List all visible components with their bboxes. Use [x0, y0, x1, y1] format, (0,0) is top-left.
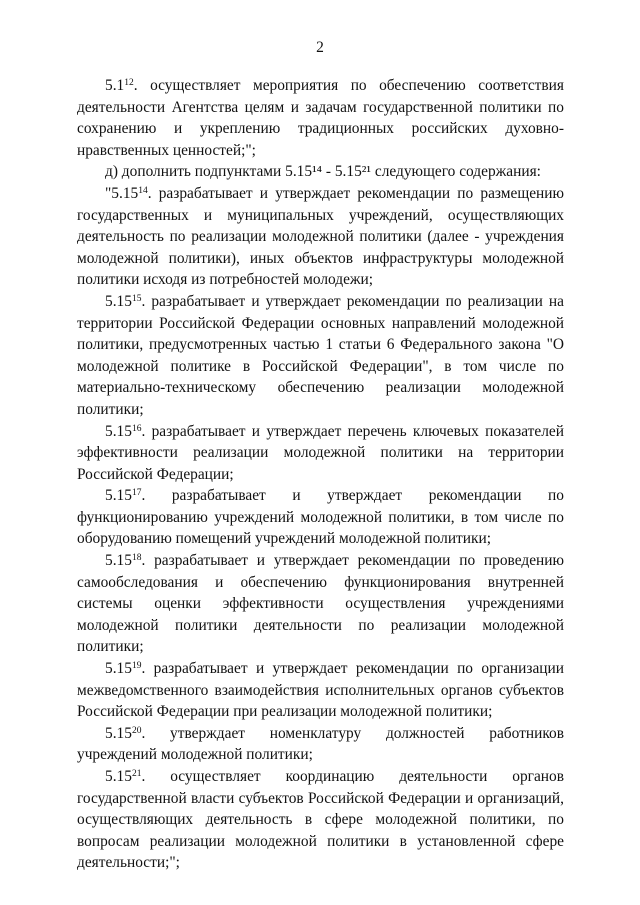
- document-body: [77, 75, 564, 874]
- paragraph-5-15-20: 5.15$^{20}$. утверждает номенклатуру должностей работников учреждений молодежной политики;: [77, 724, 564, 764]
- paragraph-5-15-21: 5.15$^{21}$. осуществляет координацию деятельности органов государственной власти субъектов Российской Федерации и организаций, осуществляющих деятельность в сфере молодежной политики, по вопросам реализации молодежной политики в установленной сфере деятельности;";: [77, 768, 564, 872]
- paragraph-5-15-17: 5.15$^{17}$. разрабатывает и утверждает рекомендации по функционированию учреждений молодежной политики, в том числе по оборудованию помещений учреждений молодежной политики;: [77, 487, 564, 548]
- paragraph-d-addition: [77, 161, 564, 183]
- paragraph-5-15-16: 5.15$^{16}$. разрабатывает и утверждает перечень ключевых показателей эффективности реализации молодежной политики на территории Российской Федерации;: [77, 422, 564, 483]
- paragraph-d-text: д) дополнить подпунктами 5.15¹⁴ - 5.15²¹ следующего содержания:: [105, 163, 541, 181]
- page-number: 2: [316, 39, 324, 56]
- paragraph-5-15-18: 5.15$^{18}$. разрабатывает и утверждает рекомендации по проведению самообследования и обеспечению функционирования внутренней системы оценки эффективности осуществления учреждениями молодежной политики деятельности по реализации молодежной политики;: [77, 552, 564, 656]
- paragraph-5-15-19: 5.15$^{19}$. разрабатывает и утверждает рекомендации по организации межведомственного взаимодействия исполнительных органов субъектов Российской Федерации при реализации молодежной политики;: [77, 660, 564, 721]
- paragraph-5-15-14: "5.15$^{14}$. разрабатывает и утверждает рекомендации по размещению государственных и муниципальных учреждений, осуществляющих деятельность по реализации молодежной политики (далее - учреждения молодежной политики), иных объектов инфраструктуры молодежной политики исходя из потребностей молодежи;: [77, 184, 564, 289]
- paragraph-5-1-12: $5.1^{12}$. осуществляет мероприятия по обеспечению соответствия деятельности Агентства целям и задачам государственной политики по сохранению и укреплению традиционных российских духовно-нравственных ценностей;";: [77, 77, 564, 159]
- paragraph-5-15-15: 5.15$^{15}$. разрабатывает и утверждает рекомендации по реализации на территории Российской Федерации основных направлений молодежной политики, предусмотренных частью 1 статьи 6 Федерального закона "О молодежной политике в Российской Федерации", в том числе по материально-техническому обеспечению реализации молодежной политики;: [77, 292, 564, 418]
